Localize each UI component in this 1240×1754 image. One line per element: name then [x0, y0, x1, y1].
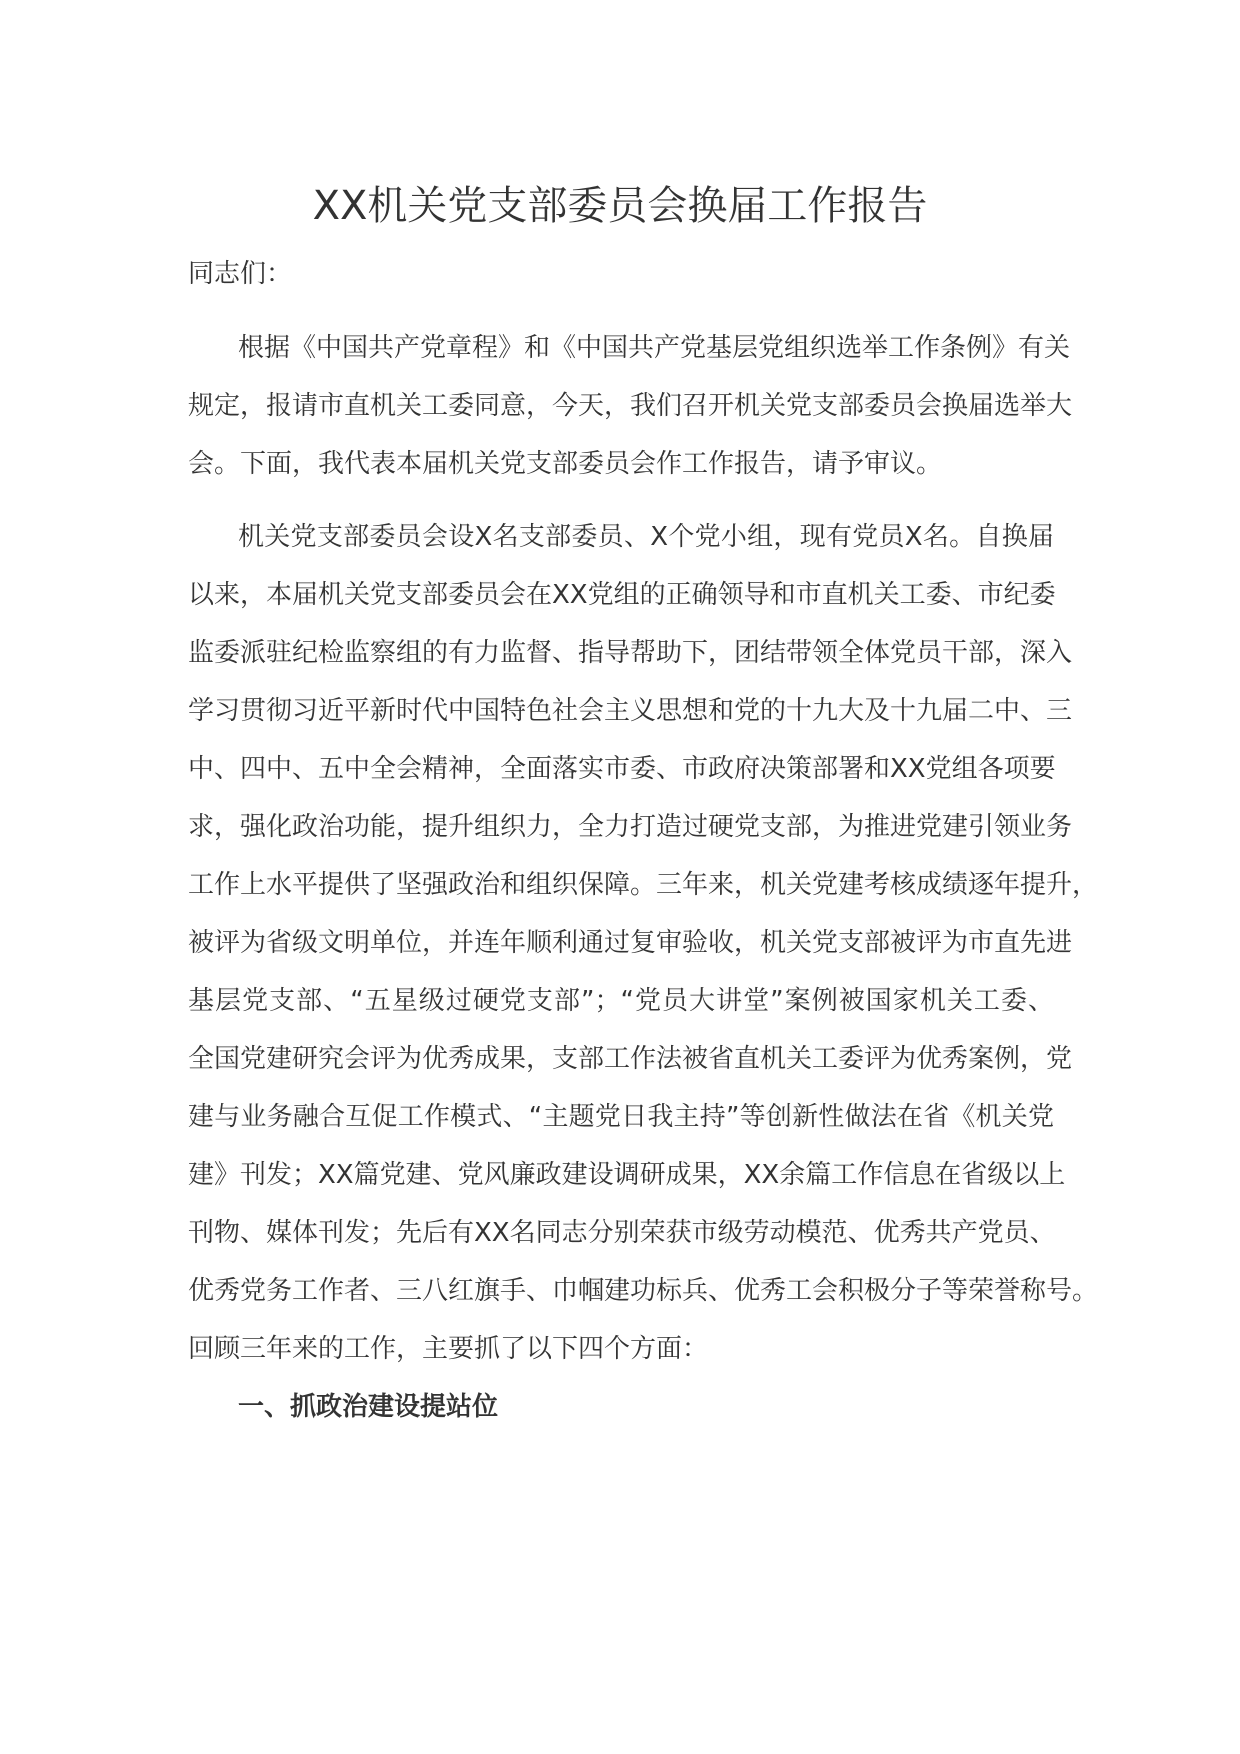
- paragraph-line: 优秀党务工作者、三八红旗手、巾帼建功标兵、优秀工会积极分子等荣誉称号。: [188, 1276, 1099, 1306]
- paragraph-line: 求，强化政治功能，提升组织力，全力打造过硬党支部，为推进党建引领业务: [188, 812, 1073, 842]
- paragraph-line: 会。下面，我代表本届机关党支部委员会作工作报告，请予审议。: [188, 449, 943, 479]
- paragraph-line: 回顾三年来的工作，主要抓了以下四个方面：: [188, 1334, 709, 1364]
- paragraph-line: 规定，报请市直机关工委同意，今天，我们召开机关党支部委员会换届选举大: [188, 391, 1073, 421]
- paragraph-line: 机关党支部委员会设X名支部委员、X个党小组，现有党员X名。自换届: [238, 522, 1054, 552]
- paragraph-line: 基层党支部、“五星级过硬党支部”；“党员大讲堂”案例被国家机关工委、: [188, 986, 1054, 1016]
- paragraph-line: 中、四中、五中全会精神，全面落实市委、市政府决策部署和XX党组各项要: [188, 754, 1056, 784]
- paragraph-line: 根据《中国共产党章程》和《中国共产党基层党组织选举工作条例》有关: [238, 333, 1071, 363]
- paragraph-line: 建与业务融合互促工作模式、“主题党日我主持”等创新性做法在省《机关党: [188, 1102, 1054, 1132]
- paragraph-line: 刊物、媒体刊发；先后有XX名同志分别荣获市级劳动模范、优秀共产党员、: [188, 1218, 1056, 1248]
- paragraph-line: 以来，本届机关党支部委员会在XX党组的正确领导和市直机关工委、市纪委: [188, 580, 1056, 610]
- paragraph-line: 建》刊发；XX篇党建、党风廉政建设调研成果，XX余篇工作信息在省级以上: [188, 1160, 1066, 1190]
- paragraph-line: 被评为省级文明单位，并连年顺利通过复审验收，机关党支部被评为市直先进: [188, 928, 1073, 958]
- paragraph-line: 工作上水平提供了坚强政治和组织保障。三年来，机关党建考核成绩逐年提升，: [188, 870, 1099, 900]
- salutation: 同志们：: [188, 259, 293, 289]
- paragraph-line: 学习贯彻习近平新时代中国特色社会主义思想和党的十九大及十九届二中、三: [188, 696, 1073, 726]
- paragraph-line: 监委派驻纪检监察组的有力监督、指导帮助下，团结带领全体党员干部，深入: [188, 638, 1073, 668]
- section-heading: 一、抓政治建设提站位: [238, 1392, 499, 1422]
- document-title: XX机关党支部委员会换届工作报告: [312, 183, 928, 229]
- paragraph-line: 全国党建研究会评为优秀成果，支部工作法被省直机关工委评为优秀案例，党: [188, 1044, 1073, 1074]
